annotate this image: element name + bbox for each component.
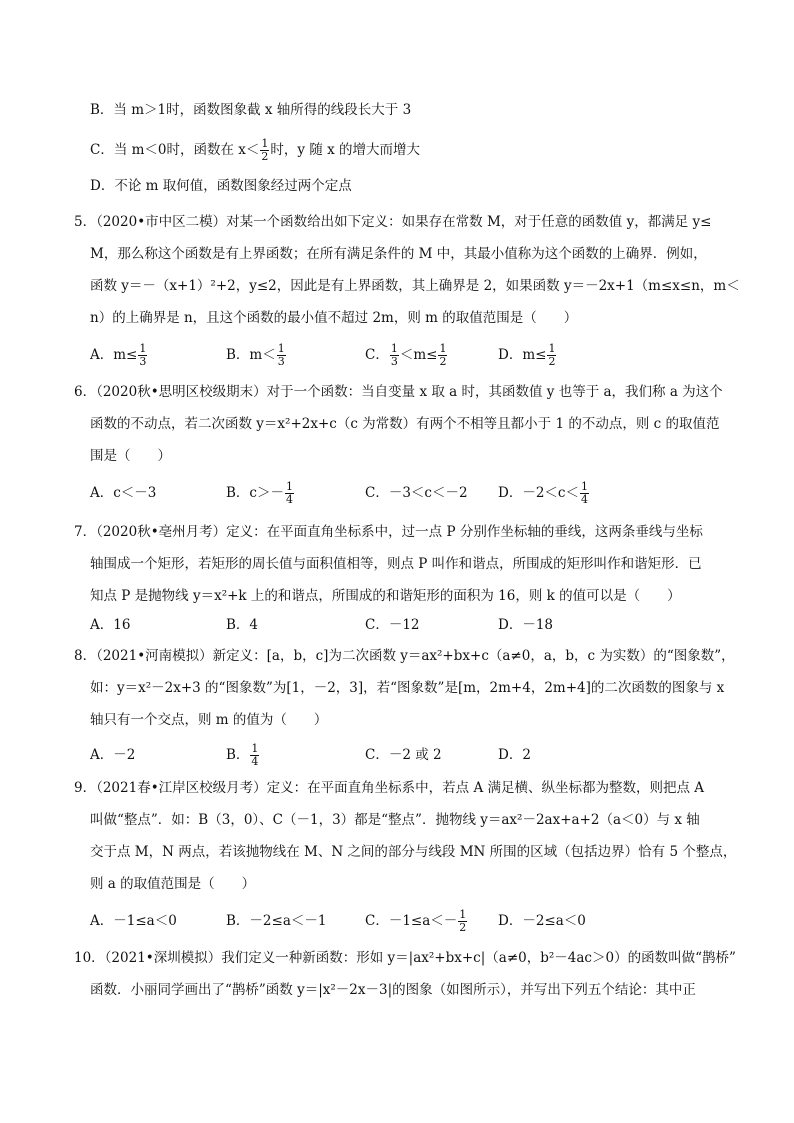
q4-option-c [90, 138, 420, 163]
q9-option-c [365, 904, 468, 938]
q5-line1: 5．（2020•市中区二模）对某一个函数给出如下定义：如果存在常数 M，对于任意的函数值 y，都满足 y≤ [74, 214, 712, 230]
fraction [438, 343, 447, 368]
fraction [547, 343, 556, 368]
frac-den: 2 [548, 355, 556, 368]
opt-text: D．m≤ [498, 347, 547, 363]
frac-num: 1 [390, 342, 398, 355]
frac-den: 3 [390, 355, 398, 368]
opt-text: C．－1≤a＜－ [365, 913, 458, 929]
q7-line3: 知点 P 是抛物线 y＝x²+k 上的和谐点，所围成的和谐矩形的面积为 16，则 k 的值可以是（ ） [90, 588, 681, 604]
q8-option-a: A．－2 [90, 747, 136, 763]
q8-option-b [226, 738, 260, 772]
q9-options [90, 904, 710, 938]
q8-line1: 8．（2021•河南模拟）新定义：[a，b，c]为二次函数 y＝ax²+bx+c（a≠0，a，b，c 为实数）的“图象数”， [74, 648, 735, 664]
q6-option-a: A．c＜－3 [90, 485, 157, 501]
frac-den: 4 [251, 755, 259, 768]
q9-option-a: A．－1≤a＜0 [90, 913, 177, 929]
opt-text: C． [365, 347, 389, 363]
q6-line2: 函数的不动点，若二次函数 y＝x²+2x+c（c 为常数）有两个不相等且都小于 1 的不动点，则 c 的取值范 [90, 416, 720, 432]
fraction [277, 343, 286, 368]
frac-num: 1 [261, 137, 269, 150]
q7-options [90, 608, 710, 642]
q6-option-c: C．－3＜c＜－2 [365, 485, 468, 501]
opt-text: ＜m≤ [399, 347, 438, 363]
q4-option-c-pre: C．当 m＜0时，函数在 x＜ [90, 142, 260, 158]
q6-options [90, 476, 710, 510]
q7-option-c: C．－12 [365, 617, 420, 633]
q4-option-d: D．不论 m 取何值，函数图象经过两个定点 [90, 178, 352, 194]
q6-option-d [498, 476, 590, 510]
frac-den: 2 [261, 150, 269, 163]
fraction [580, 481, 589, 506]
fraction [390, 343, 399, 368]
frac-den: 3 [277, 355, 285, 368]
q5-option-d [498, 338, 557, 372]
q8-option-d: D．2 [498, 747, 531, 763]
q7-line2: 轴围成一个矩形，若矩形的周长值与面积值相等，则点 P 叫作和谐点，所围成的矩形叫作和谐矩形．已 [90, 556, 702, 572]
q5-options [90, 338, 710, 372]
q7-option-a: A．16 [90, 617, 131, 633]
q9-option-d: D．－2≤a＜0 [498, 913, 586, 929]
frac-num: 1 [251, 742, 259, 755]
q7-line1: 7．（2020秋•亳州月考）定义：在平面直角坐标系中，过一点 P 分别作坐标轴的垂线，这两条垂线与坐标 [74, 524, 703, 540]
q5-option-b [226, 338, 287, 372]
frac-num: 1 [459, 908, 467, 921]
q5-line3: 函数 y＝－（x+1）²+2，y≤2，因此是有上界函数，其上确界是 2，如果函数 y＝－2x+1（m≤x≤n，m＜ [90, 278, 740, 294]
q10-line1: 10．（2021•深圳模拟）我们定义一种新函数：形如 y＝|ax²+bx+c|（a≠0，b²－4ac＞0）的函数叫做“鹊桥” [74, 950, 736, 966]
q9-option-b: B．－2≤a＜－1 [226, 913, 327, 929]
opt-text: D．－2＜c＜ [498, 485, 579, 501]
q7-option-b: B．4 [226, 617, 259, 633]
q5-option-a [90, 338, 148, 372]
frac-num: 1 [285, 480, 293, 493]
frac-den: 3 [139, 355, 147, 368]
q5-line4: n）的上确界是 n，且这个函数的最小值不超过 2m，则 m 的取值范围是（ ） [90, 310, 578, 326]
q6-line1: 6．（2020秋•思明区校级期末）对于一个函数：当自变量 x 取 a 时，其函数值 y 也等于 a，我们称 a 为这个 [74, 384, 723, 400]
q9-line4: 则 a 的取值范围是（ ） [90, 876, 256, 892]
opt-text: B．m＜ [226, 347, 276, 363]
q10-line2: 函数．小丽同学画出了“鹊桥”函数 y＝|x²－2x－3|的图象（如图所示），并写出下列五个结论：其中正 [90, 982, 696, 998]
fraction [285, 481, 294, 506]
frac-num: 1 [439, 342, 447, 355]
fraction [250, 743, 259, 768]
opt-text: B．c＞－ [226, 485, 284, 501]
frac-den: 4 [580, 493, 588, 506]
q8-line2: 如：y＝x²－2x+3 的“图象数”为[1，－2，3]，若“图象数”是[m，2m+4，2m+4]的二次函数的图象与 x [90, 680, 725, 696]
q5-option-c [365, 338, 448, 372]
fraction [458, 909, 467, 934]
q4-option-b: B．当 m＞1时，函数图象截 x 轴所得的线段长大于 3 [90, 102, 412, 118]
frac-den: 4 [285, 493, 293, 506]
frac-num: 1 [139, 342, 147, 355]
q4-option-c-post: 时，y 随 x 的增大而增大 [270, 142, 421, 158]
q9-line3: 交于点 M，N 两点，若该抛物线在 M、N 之间的部分与线段 MN 所围的区域（包括边界）恰有 5 个整点， [90, 844, 737, 860]
q4-option-c-fraction [260, 138, 269, 163]
q5-line2: M，那么称这个函数是有上界函数；在所有满足条件的 M 中，其最小值称为这个函数的上确界．例如， [90, 246, 707, 262]
fraction [138, 343, 147, 368]
q8-option-c: C．－2 或 2 [365, 747, 442, 763]
q8-options [90, 738, 710, 772]
q9-line1: 9．（2021春•江岸区校级月考）定义：在平面直角坐标系中，若点 A 满足横、纵坐标都为整数，则把点 A [74, 780, 705, 796]
frac-den: 2 [459, 921, 467, 934]
q6-line3: 围是（ ） [90, 448, 171, 464]
q8-line3: 轴只有一个交点，则 m 的值为（ ） [90, 712, 328, 728]
frac-num: 1 [277, 342, 285, 355]
frac-den: 2 [439, 355, 447, 368]
q7-option-d: D．－18 [498, 617, 554, 633]
q6-option-b [226, 476, 295, 510]
opt-text: B． [226, 747, 250, 763]
opt-text: A．m≤ [90, 347, 138, 363]
q9-line2: 叫做“整点”．如：B（3，0）、C（－1，3）都是“整点”．抛物线 y＝ax²－2ax+a+2（a＜0）与 x 轴 [90, 812, 700, 828]
frac-num: 1 [580, 480, 588, 493]
frac-num: 1 [548, 342, 556, 355]
